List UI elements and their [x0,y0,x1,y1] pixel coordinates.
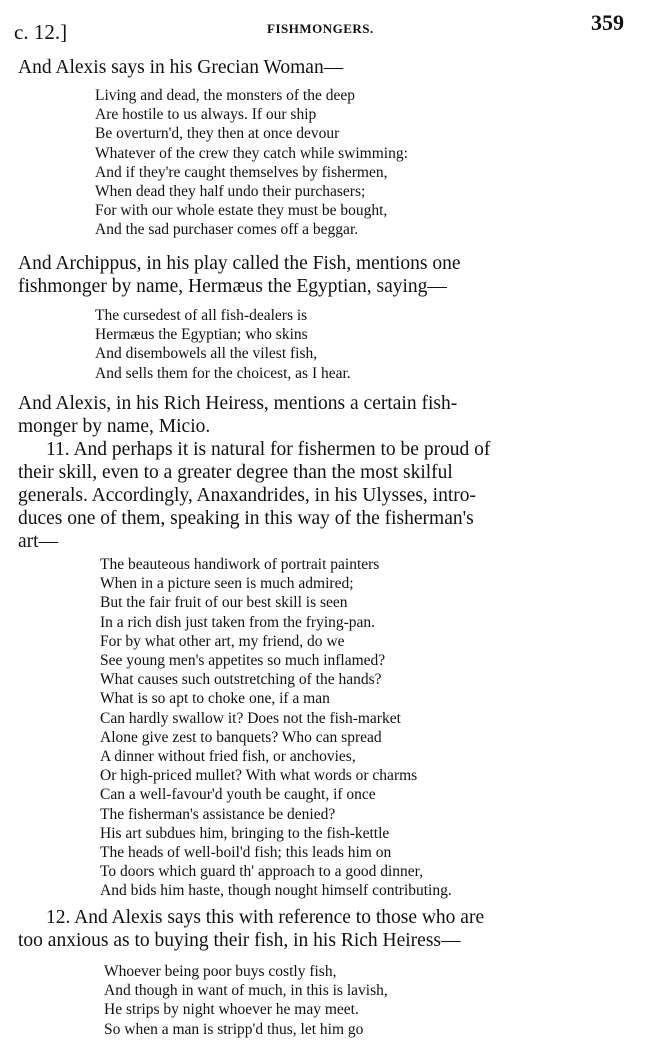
verse-line: And the sad purchaser comes off a beggar. [95,221,359,239]
archippus-paragraph [18,252,624,298]
prose-line: fishmonger by name, Hermæus the Egyptian, saying— [18,276,447,297]
verse-line: And disembowels all the vilest fish, [95,345,318,363]
prose-line: monger by name, Micio. [18,416,211,437]
intro-paragraph [18,56,624,79]
verse-line: For with our whole estate they must be bought, [95,202,388,220]
verse-line: And sells them for the choicest, as I hear. [95,364,351,382]
verse-block-ulysses [100,555,452,901]
verse-line: But the fair fruit of our best skill is seen [100,594,348,612]
prose-line: And Archippus, in his play called the Fish, mentions one [18,253,461,274]
verse-line: Or high-priced mullet? With what words or charms [100,767,418,785]
verse-line: What is so apt to choke one, if a man [100,690,330,708]
verse-line: And bids him haste, though nought himself contributing. [100,882,452,900]
prose-line: generals. Accordingly, Anaxandrides, in his Ulysses, intro- [18,485,476,506]
verse-line: In a rich dish just taken from the frying-pan. [100,613,376,631]
verse-line: Whatever of the crew they catch while swimming: [95,144,408,162]
chapter-reference: c. 12.] [14,20,68,44]
prose-line: And Alexis says in his Grecian Woman— [18,57,344,78]
verse-line: Can hardly swallow it? Does not the fish-market [100,709,401,727]
verse-line: Living and dead, the monsters of the deep [95,87,355,104]
verse-line: A dinner without fried fish, or anchovies, [100,748,356,766]
verse-line: And if they're caught themselves by fishermen, [95,163,388,181]
verse-line: Whoever being poor buys costly fish, [104,963,337,980]
verse-line: The cursedest of all fish-dealers is [95,307,308,324]
running-header [14,10,624,44]
verse-line: His art subdues him, bringing to the fish-kettle [100,824,390,842]
verse-line: What causes such outstretching of the hands? [100,671,382,689]
page-number: 359 [591,10,624,35]
verse-block-rich-heiress [104,962,388,1039]
verse-line: Alone give zest to banquets? Who can spread [100,728,382,746]
verse-line: Be overturn'd, they then at once devour [95,125,340,143]
section-12-paragraph [18,906,624,952]
section-number-line: 12. And Alexis says this with reference to those who are [46,907,485,928]
verse-line: For by what other art, my friend, do we [100,632,345,650]
verse-line: The heads of well-boil'd fish; this leads him on [100,844,392,862]
prose-line: their skill, even to a greater degree than the most skilful [18,462,453,483]
verse-line: He strips by night whoever he may meet. [104,1001,359,1019]
verse-line: When dead they half undo their purchasers; [95,183,366,201]
verse-line: The fisherman's assistance be denied? [100,805,336,823]
verse-line: And though in want of much, in this is lavish, [104,982,388,1000]
prose-line: And Alexis, in his Rich Heiress, mentions a certain fish- [18,393,458,414]
running-title: FISHMONGERS. [267,21,374,36]
verse-line: The beauteous handiwork of portrait painters [100,556,380,573]
verse-line: When in a picture seen is much admired; [100,575,354,593]
section-11-paragraph [18,392,624,553]
verse-block-grecian-woman [95,86,408,240]
verse-line: See young men's appetites so much inflamed? [100,652,386,670]
verse-line: Hermæus the Egyptian; who skins [95,326,308,344]
prose-line: art— [18,531,59,552]
verse-line: So when a man is stripp'd thus, let him go [104,1020,364,1038]
section-number-line: 11. And perhaps it is natural for fishermen to be proud of [46,439,491,460]
verse-line: To doors which guard th' approach to a good dinner, [100,863,424,881]
verse-block-fish [95,306,351,383]
prose-line: too anxious as to buying their fish, in his Rich Heiress— [18,930,461,951]
verse-line: Are hostile to us always. If our ship [95,106,317,124]
verse-line: Can a well-favour'd youth be caught, if once [100,786,376,804]
prose-line: duces one of them, speaking in this way of the fisherman's [18,508,474,529]
